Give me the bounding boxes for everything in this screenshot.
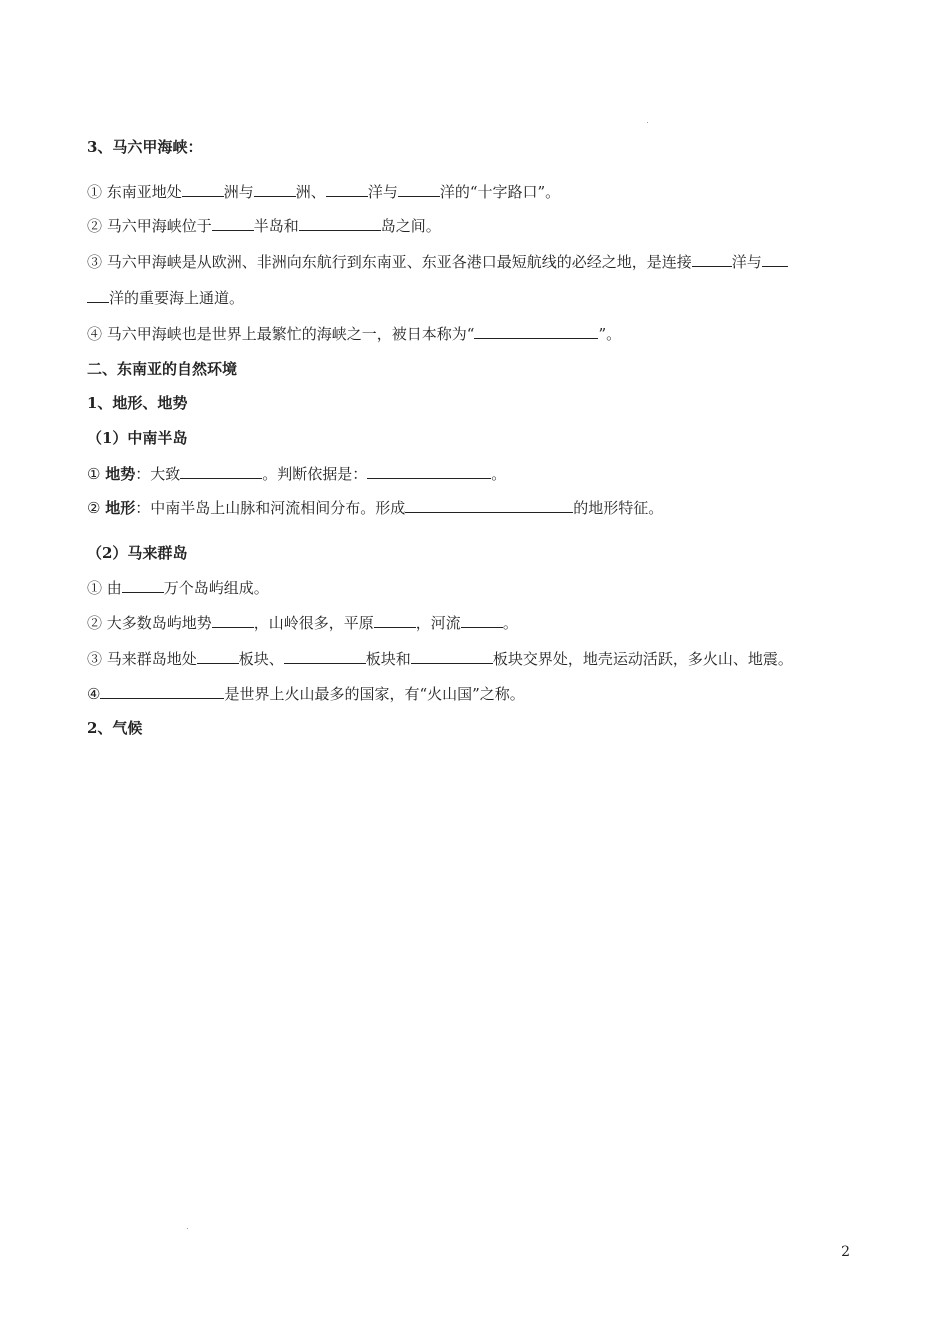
blank-input[interactable] xyxy=(762,251,788,267)
blank-input[interactable] xyxy=(461,612,503,628)
m3-text-b: 板块、 xyxy=(238,650,284,668)
blank-input[interactable] xyxy=(212,215,254,231)
m2-text-a: ② 大多数岛屿地势 xyxy=(87,614,212,632)
subsection-2-title: 2、气候 xyxy=(87,719,143,737)
q2-text-b: 半岛和 xyxy=(253,217,299,235)
malay-item-4 xyxy=(87,683,525,704)
part-2-title: 二、东南亚的自然环境 xyxy=(87,360,238,378)
blank-input[interactable] xyxy=(87,287,109,303)
blank-input[interactable] xyxy=(411,648,493,664)
m3-text-d: 板块交界处，地壳运动活跃，多火山、地震。 xyxy=(492,650,793,668)
z1-text-a: ：大致 xyxy=(135,465,181,483)
z2-label: 地形 xyxy=(105,499,136,517)
blank-input[interactable] xyxy=(374,612,416,628)
q1-text-d: 洋与 xyxy=(367,183,398,201)
stray-dot xyxy=(187,1228,188,1229)
question-4 xyxy=(87,323,621,344)
indochina-title: （1）中南半岛 xyxy=(87,429,188,447)
blank-input[interactable] xyxy=(180,463,262,479)
blank-input[interactable] xyxy=(122,577,164,593)
malay-item-1 xyxy=(87,577,269,598)
malay-item-2 xyxy=(87,612,518,633)
z2-num: ② xyxy=(87,499,106,517)
q3-text-a: ③ 马六甲海峡是从欧洲、非洲向东航行到东南亚、东亚各港口最短航线的必经之地，是连接 xyxy=(87,253,692,271)
question-1 xyxy=(87,181,560,202)
q1-text-e: 洋的“十字路口”。 xyxy=(439,183,561,201)
page-number: 2 xyxy=(841,1244,850,1260)
malay-title: （2）马来群岛 xyxy=(87,544,188,562)
blank-input[interactable] xyxy=(326,181,368,197)
m1-text-a: ① 由 xyxy=(87,579,122,597)
m3-text-a: ③ 马来群岛地处 xyxy=(87,650,197,668)
question-3-cont xyxy=(87,287,244,308)
blank-input[interactable] xyxy=(474,323,598,339)
q1-text-c: 洲、 xyxy=(295,183,326,201)
z1-num: ① xyxy=(87,465,106,483)
blank-input[interactable] xyxy=(405,497,573,513)
indochina-item-2 xyxy=(87,497,663,518)
blank-input[interactable] xyxy=(197,648,239,664)
z1-label: 地势 xyxy=(105,465,136,483)
m2-text-d: 。 xyxy=(502,614,518,632)
blank-input[interactable] xyxy=(299,215,381,231)
question-3 xyxy=(87,251,788,272)
blank-input[interactable] xyxy=(692,251,732,267)
blank-input[interactable] xyxy=(284,648,366,664)
question-2 xyxy=(87,215,441,236)
section-3-title: 3、马六甲海峡： xyxy=(87,138,203,156)
subsection-1-title: 1、地形、地势 xyxy=(87,394,188,412)
m2-text-b: ，山岭很多，平原 xyxy=(253,614,374,632)
blank-input[interactable] xyxy=(100,683,224,699)
q3-text-b: 洋与 xyxy=(731,253,762,271)
blank-input[interactable] xyxy=(367,463,491,479)
z2-text-a: ：中南半岛上山脉和河流相间分布。形成 xyxy=(135,499,406,517)
m3-text-c: 板块和 xyxy=(365,650,411,668)
m2-text-c: ，河流 xyxy=(415,614,461,632)
m1-text-b: 万个岛屿组成。 xyxy=(163,579,269,597)
q4-text-a: ④ 马六甲海峡也是世界上最繁忙的海峡之一，被日本称为“ xyxy=(87,325,475,343)
blank-input[interactable] xyxy=(398,181,440,197)
z2-text-b: 的地形特征。 xyxy=(573,499,664,517)
q4-text-b: ”。 xyxy=(598,325,622,343)
blank-input[interactable] xyxy=(212,612,254,628)
q2-text-a: ② 马六甲海峡位于 xyxy=(87,217,212,235)
malay-item-3 xyxy=(87,648,793,669)
q2-text-c: 岛之间。 xyxy=(380,217,441,235)
indochina-item-1 xyxy=(87,463,506,484)
m4-text-a: ④ xyxy=(87,685,101,703)
q1-text-b: 洲与 xyxy=(223,183,254,201)
q1-text-a: ① 东南亚地处 xyxy=(87,183,182,201)
blank-input[interactable] xyxy=(254,181,296,197)
z1-text-c: 。 xyxy=(491,465,507,483)
blank-input[interactable] xyxy=(182,181,224,197)
q3-text-c: 洋的重要海上通道。 xyxy=(109,289,245,307)
m4-text-b: 是世界上火山最多的国家，有“火山国”之称。 xyxy=(224,685,525,703)
z1-text-b: 。判断依据是： xyxy=(262,465,368,483)
stray-dot xyxy=(647,122,648,123)
